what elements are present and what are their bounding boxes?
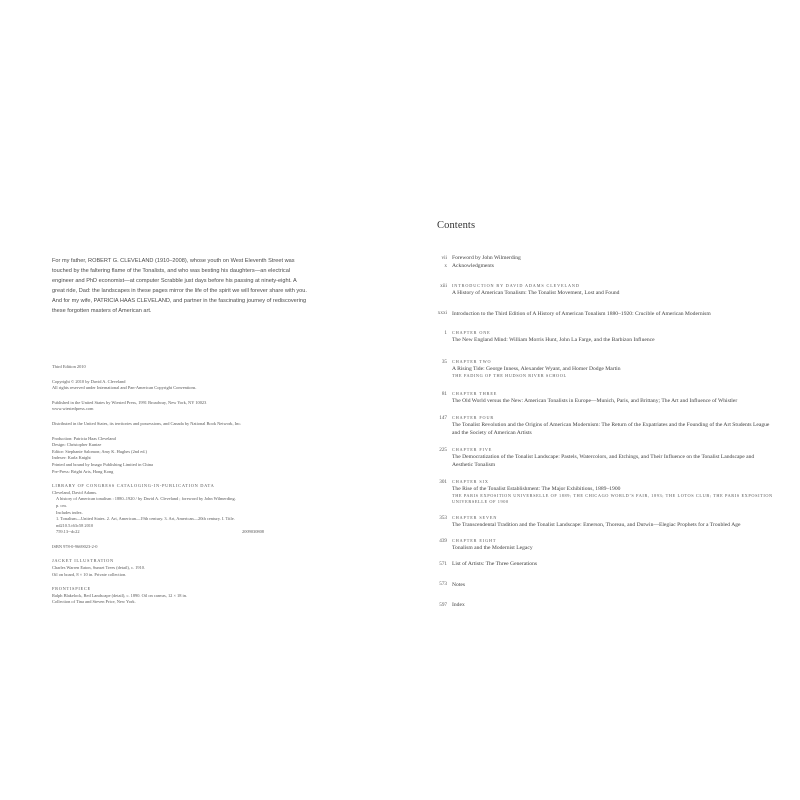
- publisher-line: Published in the United States by Wiested Press, 1991 Broadway, New York, NY 10023: [52, 399, 207, 405]
- toc-page-number: vii: [441, 254, 447, 261]
- frontispiece-heading: FRONTISPIECE: [52, 586, 91, 592]
- toc-entry: [425, 359, 775, 380]
- toc-entry-title: Notes: [452, 581, 466, 588]
- distribution-line: Distributed in the United States, its territories and possessions, and Canada by National Book Network, Inc.: [52, 420, 242, 426]
- toc-chapter-label: CHAPTER ONE: [452, 330, 491, 336]
- toc-page-number: 353: [439, 514, 447, 521]
- toc-page-number: 147: [439, 414, 447, 421]
- toc-entry-title: List of Artists: The Three Generations: [452, 561, 538, 568]
- cip-line: Includes index.: [56, 509, 83, 515]
- toc-page-number: 225: [439, 446, 447, 453]
- toc-entry-subtitle: THE FADING OF THE HUDSON RIVER SCHOOL: [452, 373, 567, 378]
- credit-line: Pre-Press: Bright Arts, Hong Kong: [52, 468, 114, 474]
- cip-number: 2009030808: [242, 529, 264, 535]
- toc-chapter-label: CHAPTER FIVE: [452, 446, 493, 452]
- frontispiece-line: Ralph Blakelock, Red Landscape (detail), c. 1890. Oil on canvas, 12 × 18 in.: [52, 592, 188, 598]
- toc-entry-title: A History of American Tonalism: The Tonalist Movement, Lost and Found: [452, 290, 620, 296]
- toc-entry: [425, 330, 775, 344]
- toc-entry-title: Foreword by John Wilmerding: [452, 255, 521, 261]
- toc-chapter-label: CHAPTER TWO: [452, 358, 492, 364]
- toc-chapter-label: CHAPTER SEVEN: [452, 514, 498, 520]
- copyright-page: [52, 364, 264, 614]
- toc-entry: [425, 538, 775, 552]
- toc-entry: [425, 310, 775, 318]
- toc-page-number: xiii: [440, 283, 447, 289]
- toc-entry-title: Introduction to the Third Edition of A History of American Tonalism 1880–1920: Crucible of American Modernism: [452, 310, 711, 317]
- toc-entry: [425, 560, 775, 568]
- toc-page-number: 35: [441, 358, 447, 365]
- cip-line: Cleveland, David Adams.: [52, 489, 98, 495]
- toc-entry-title: The Rise of the Tonalist Establishment: The Major Exhibitions, 1889–1900: [452, 485, 621, 492]
- toc-entry-title: Acknowledgments: [452, 263, 494, 270]
- dedication-text: For my father, ROBERT G. CLEVELAND (1910–2008), whose youth on West Eleventh Street was touched by the faltering flame of the Tonalists, and who was besting his daughters—an electrical engineer and PhD economist—at computer Scrabble just days before his passing at ninety-eight. A great ride, Dad: the landscapes in these pages mirror the life of the spirit we will forever share with you. And for my wife, PATRICIA HAAS CLEVELAND, and partner in the fascinating journey of rediscovering these forgotten masters of American art.: [52, 258, 307, 314]
- toc-entry-title: The Democratization of the Tonalist Landscape: Pastels, Watercolors, and Etchings, and Their Influence on the Tonalist Landscape and Aesthetic Tonalism: [452, 453, 755, 469]
- table-of-contents: [425, 254, 775, 610]
- contents-title: Contents: [437, 220, 476, 231]
- credit-line: Editor: Stephanie Salomon; Amy K. Hughes (2nd ed.): [52, 448, 147, 454]
- toc-entry: [425, 283, 775, 297]
- toc-entry-title: The Old World versus the New: American Tonalists in Europe—Munich, Paris, and Brittany; The Art and Influence of Whistler: [452, 398, 738, 405]
- toc-entry-title: The Transcendental Tradition and the Tonalist Landscape: Emerson, Thoreau, and Dutwin—Elegiac Prophets for a Troubled Age: [452, 521, 741, 528]
- toc-entry-title: The New England Mind: William Morris Hunt, John La Farge, and the Barbizon Influence: [452, 337, 655, 344]
- toc-chapter-label: CHAPTER FOUR: [452, 414, 495, 420]
- credit-line: Printed and bound by Imago Publishing Limited in China: [52, 461, 153, 467]
- jacket-heading: JACKET ILLUSTRATION: [52, 558, 114, 564]
- toc-entry: [425, 515, 775, 529]
- toc-page-number: 571: [439, 560, 447, 567]
- isbn-line: ISBN 978-0-9669023-2-0: [52, 543, 98, 549]
- toc-chapter-label: CHAPTER SIX: [452, 478, 489, 484]
- toc-entry: [425, 262, 775, 270]
- toc-page-number: 1: [444, 330, 447, 337]
- toc-entry: [425, 447, 775, 470]
- toc-chapter-label: CHAPTER EIGHT: [452, 538, 497, 544]
- cip-classification: [52, 529, 264, 536]
- edition-line: Third Edition 2010: [52, 364, 86, 369]
- toc-page-number: 439: [439, 538, 447, 545]
- cip-line: 1. Tonalism—United States. 2. Art, American—19th century. 3. Art, American—20th century. I. Title.: [56, 516, 235, 522]
- copyright-line: Copyright © 2010 by David A. Cleveland: [52, 378, 126, 384]
- toc-entry: [425, 479, 775, 506]
- publisher-url: www.wiestedpress.com: [52, 406, 94, 412]
- rights-line: All rights reserved under International and Pan-American Copyright Conventions.: [52, 385, 197, 391]
- cip-heading: LIBRARY OF CONGRESS CATALOGING-IN-PUBLICATION DATA: [52, 483, 215, 489]
- toc-entry-title: Index: [452, 602, 465, 609]
- toc-entry: [425, 415, 775, 438]
- toc-entry: [425, 254, 775, 262]
- toc-page-number: 597: [439, 601, 447, 608]
- toc-page-number: x: [444, 262, 447, 269]
- toc-entry: [425, 581, 775, 589]
- cip-line: A history of American tonalism : 1880–1920 / by David A. Cleveland ; foreword by John Wilmerding.: [56, 496, 236, 502]
- credit-line: Production: Patricia Haas Cleveland: [52, 435, 116, 441]
- jacket-line: Charles Warren Eaton, Sunset Trees (detail), c. 1910.: [52, 565, 146, 571]
- jacket-line: Oil on board, 8 × 10 in. Private collection.: [52, 571, 127, 577]
- cip-line: p. cm.: [56, 502, 67, 508]
- toc-chapter-label: INTRODUCTION BY DAVID ADAMS CLEVELAND: [452, 283, 580, 288]
- frontispiece-line: Collection of Tina and Steven Price, New York.: [52, 599, 136, 605]
- toc-entry-title: The Tonalist Revolution and the Origins of American Modernism: The Return of the Expatriates and the Founding of the Art Students League and the Society of American Artists: [452, 421, 770, 437]
- cip-line: 759.13--dc22: [56, 529, 80, 535]
- toc-entry-title: A Rising Tide: George Inness, Alexander Wyant, and Homer Dodge Martin: [452, 365, 621, 372]
- credit-line: Design: Christopher Kuntze: [52, 442, 102, 448]
- credit-line: Indexer: Karla Knight: [52, 455, 91, 461]
- toc-entry: [425, 391, 775, 405]
- toc-entry: [425, 601, 775, 609]
- toc-entry-subtitle: THE PARIS EXPOSITION UNIVERSELLE OF 1889; THE CHICAGO WORLD’S FAIR, 1893; THE LOTOS CLUB; THE PARIS EXPOSITION UNIVERSELLE OF 1900: [452, 493, 773, 505]
- toc-page-number: 301: [439, 478, 447, 485]
- toc-page-number: 81: [441, 391, 447, 398]
- toc-page-number: 573: [439, 581, 447, 588]
- toc-entry-title: Tonalism and the Modernist Legacy: [452, 545, 533, 552]
- toc-page-number: xxxi: [437, 310, 447, 317]
- cip-line: nd210.5.t63c58 2010: [56, 522, 94, 528]
- toc-chapter-label: CHAPTER THREE: [452, 391, 498, 397]
